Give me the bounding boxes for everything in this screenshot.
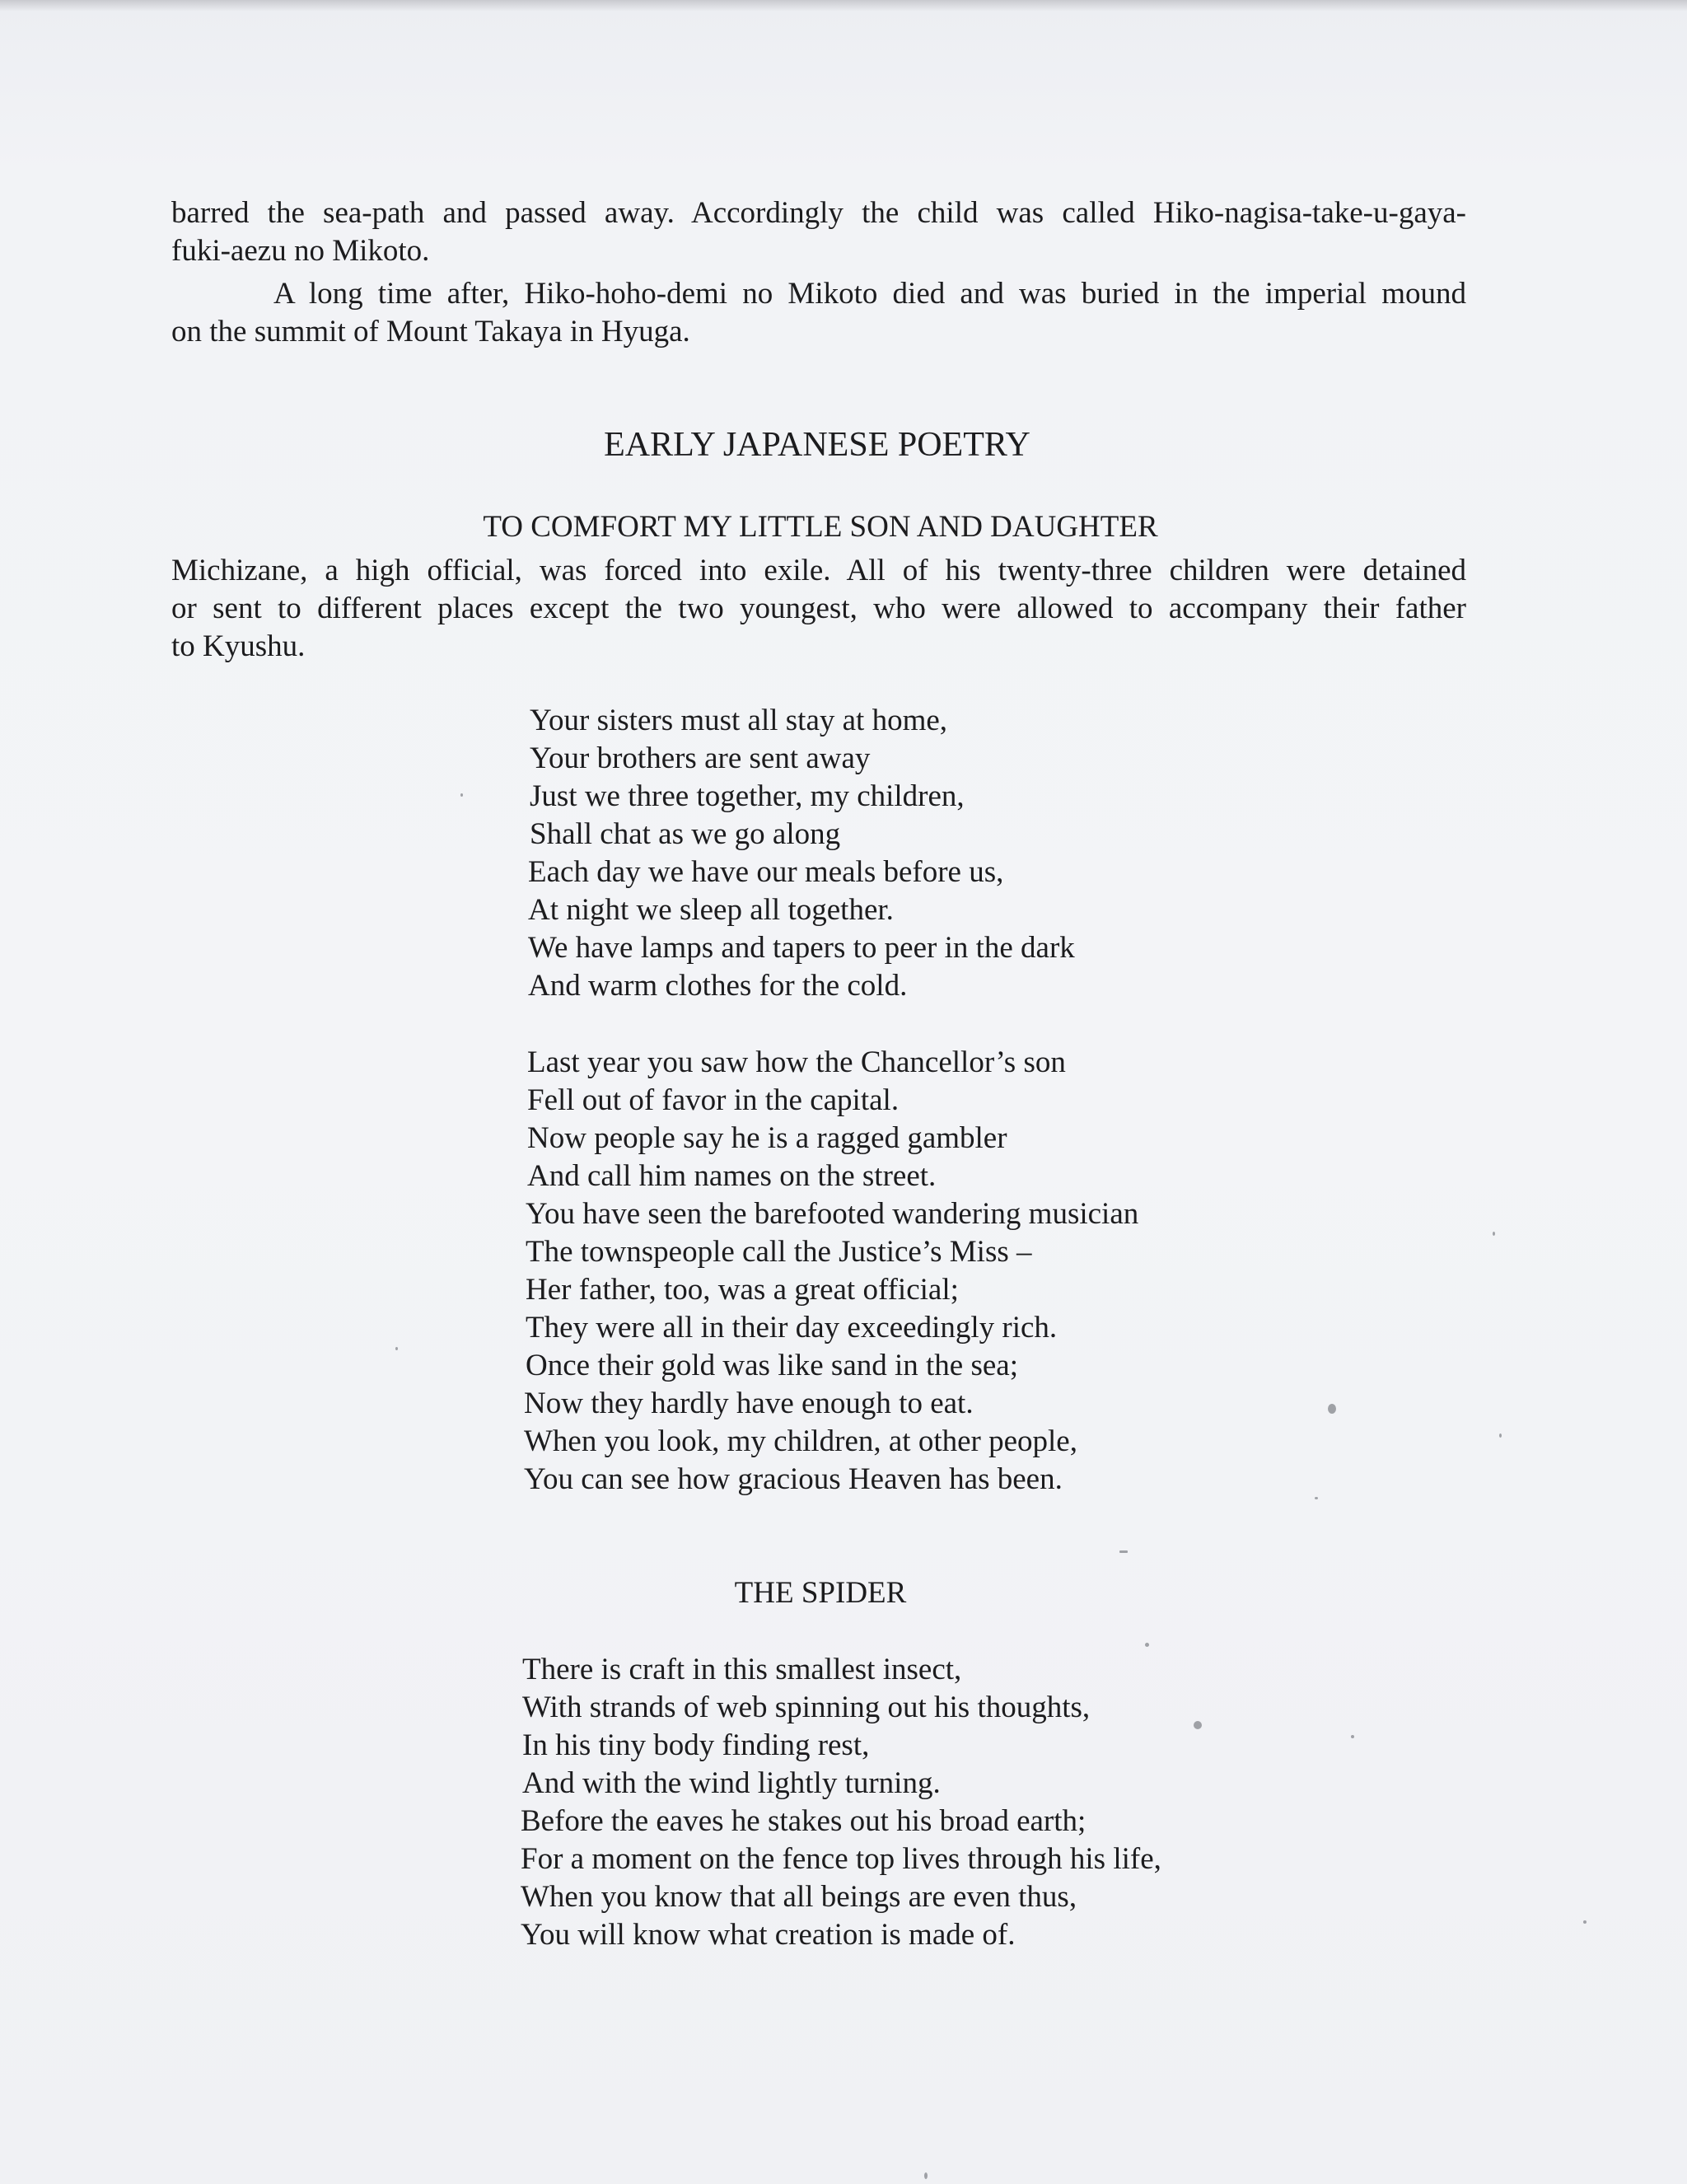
section-title: EARLY JAPANESE POETRY [604, 426, 1030, 464]
intro-line: barred the sea-path and passed away. Accordingly the child was called Hiko-nagisa-take-u-gaya- [171, 196, 1466, 230]
preface-line: or sent to different places except the two youngest, who were allowed to accompany their father [171, 592, 1466, 625]
scan-speck [1145, 1643, 1149, 1647]
poem-title-spider: THE SPIDER [734, 1576, 907, 1610]
scan-speck [1493, 1232, 1495, 1236]
scan-speck [1499, 1433, 1502, 1438]
scan-speck [1351, 1735, 1354, 1738]
verse-line: Her father, too, was a great official; [526, 1273, 959, 1307]
verse-line: When you know that all beings are even thus, [521, 1880, 1077, 1914]
verse-line: Now they hardly have enough to eat. [524, 1387, 974, 1420]
verse-line: You can see how gracious Heaven has been. [524, 1462, 1063, 1496]
verse-line: The townspeople call the Justice’s Miss – [526, 1235, 1032, 1269]
poem-title-comfort: TO COMFORT MY LITTLE SON AND DAUGHTER [483, 510, 1158, 544]
verse-line: Each day we have our meals before us, [528, 855, 1004, 889]
verse-line: In his tiny body finding rest, [522, 1728, 870, 1762]
scan-edge-shadow [0, 0, 1687, 12]
intro-line: A long time after, Hiko-hoho-demi no Mikoto died and was buried in the imperial mound [273, 277, 1466, 311]
intro-line: on the summit of Mount Takaya in Hyuga. [171, 315, 690, 348]
intro-line: fuki-aezu no Mikoto. [171, 234, 430, 268]
verse-line: Your brothers are sent away [530, 741, 871, 775]
verse-line: Your sisters must all stay at home, [530, 704, 948, 737]
preface-line: Michizane, a high official, was forced into exile. All of his twenty-three children were detained [171, 554, 1466, 587]
verse-line: Once their gold was like sand in the sea; [526, 1349, 1018, 1382]
verse-line: And warm clothes for the cold. [528, 969, 908, 1003]
preface-line: to Kyushu. [171, 629, 306, 663]
verse-line: And call him names on the street. [527, 1159, 937, 1193]
verse-line: Just we three together, my children, [530, 779, 965, 813]
verse-line: You will know what creation is made of. [521, 1918, 1016, 1952]
scan-speck [924, 2172, 928, 2179]
verse-line: And with the wind lightly turning. [522, 1766, 941, 1800]
verse-line: Now people say he is a ragged gambler [527, 1121, 1007, 1155]
verse-line: You have seen the barefooted wandering musician [526, 1197, 1139, 1231]
verse-line: With strands of web spinning out his thoughts, [522, 1691, 1091, 1724]
scan-speck [460, 793, 463, 797]
scan-speck [1583, 1920, 1587, 1924]
verse-line: When you look, my children, at other people, [524, 1424, 1077, 1458]
verse-line: Shall chat as we go along [530, 817, 841, 851]
verse-line: At night we sleep all together. [528, 893, 894, 927]
verse-line: Fell out of favor in the capital. [527, 1083, 900, 1117]
verse-line: For a moment on the fence top lives through his life, [521, 1842, 1161, 1876]
verse-line: We have lamps and tapers to peer in the dark [528, 931, 1075, 965]
scan-speck [1119, 1550, 1128, 1553]
scan-speck [1328, 1404, 1336, 1414]
verse-line: Before the eaves he stakes out his broad earth; [521, 1804, 1087, 1838]
scan-speck [1315, 1497, 1318, 1499]
verse-line: Last year you saw how the Chancellor’s son [527, 1045, 1066, 1079]
verse-line: They were all in their day exceedingly rich. [526, 1311, 1058, 1345]
scan-speck [395, 1347, 398, 1350]
verse-line: There is craft in this smallest insect, [522, 1653, 962, 1686]
scan-speck [1194, 1721, 1202, 1729]
